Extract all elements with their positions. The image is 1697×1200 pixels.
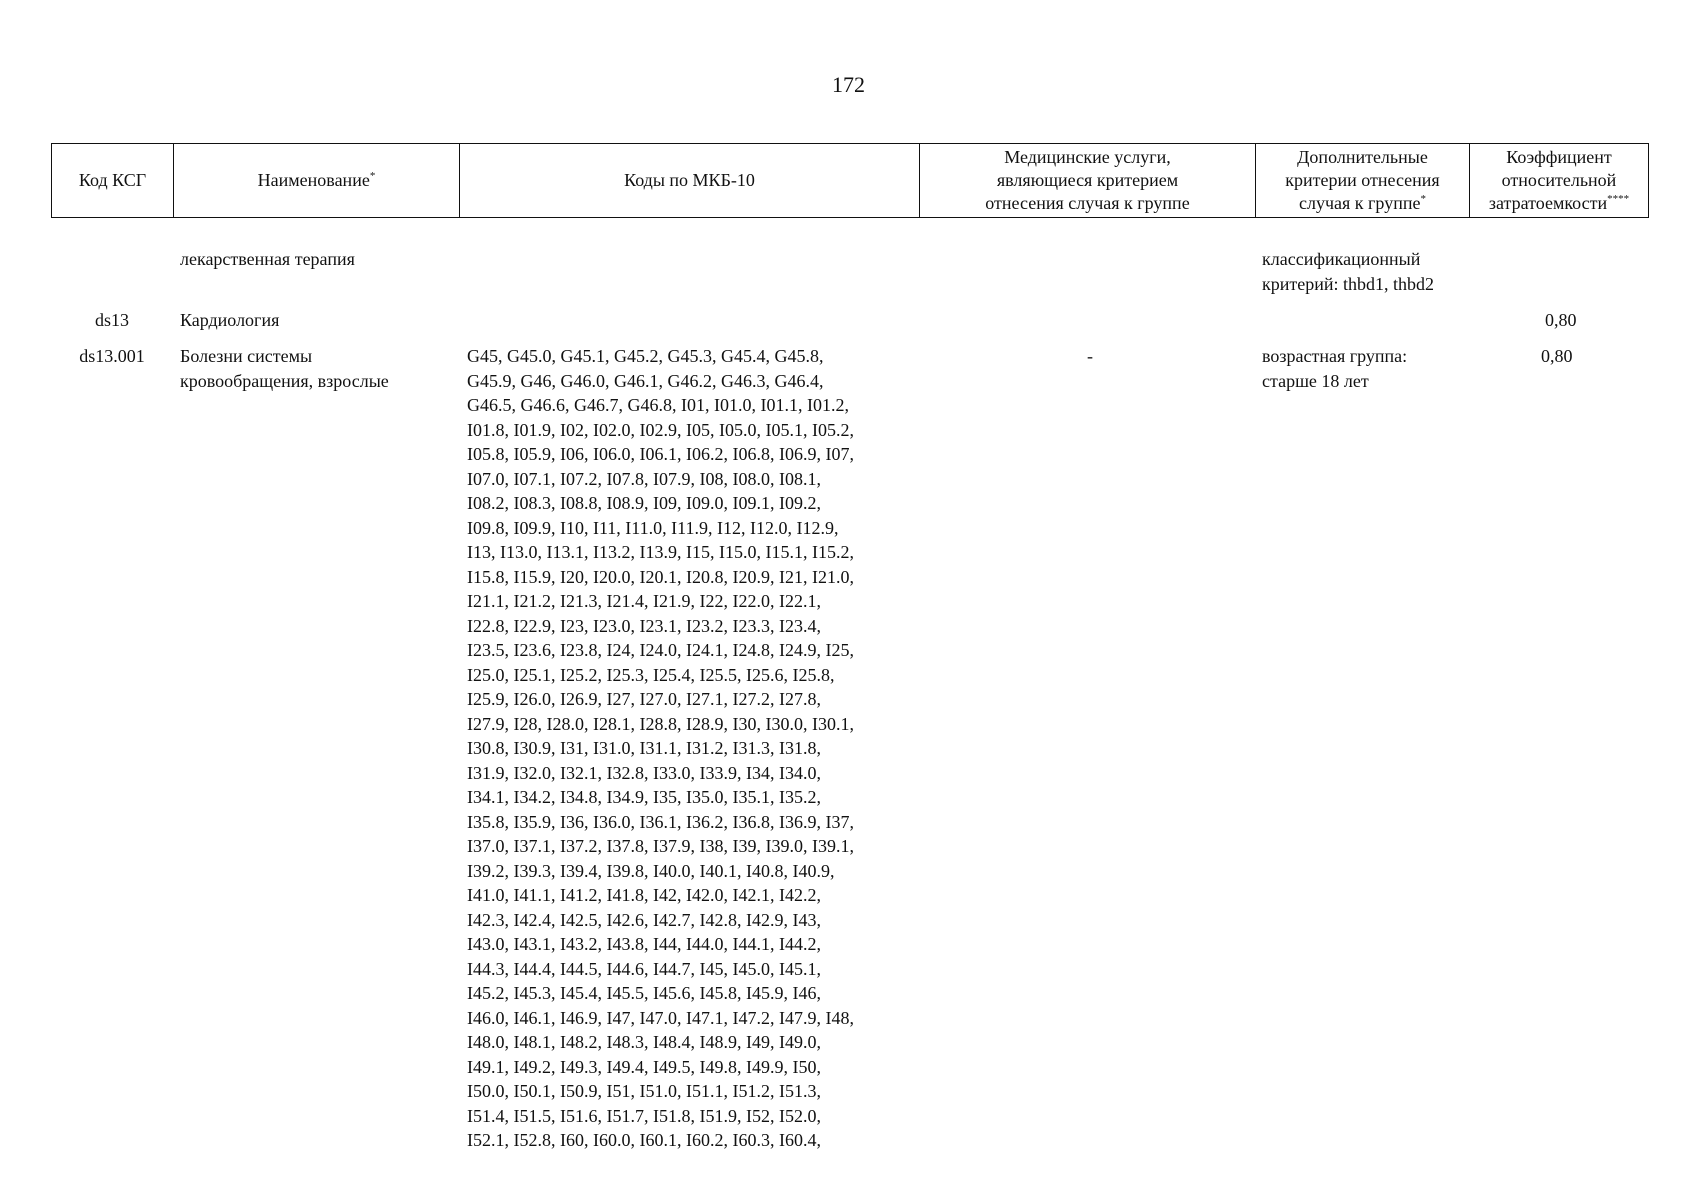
group-services: - (1087, 346, 1093, 366)
mkb-codes-line: I44.3, I44.4, I44.5, I44.6, I44.7, I45, I45.0, I45.1, (467, 958, 821, 979)
mkb-codes-line: G45.9, G46, G46.0, G46.1, G46.2, G46.3, G46.4, (467, 370, 824, 391)
header-services-line: Медицинские услуги, (1004, 147, 1171, 167)
header-coefficient-line: относительной (1501, 170, 1617, 190)
group-coefficient: 0,80 (1541, 346, 1573, 366)
continuation-criteria-line: критерий: thbd1, thbd2 (1262, 273, 1435, 294)
mkb-codes-line: I01.8, I01.9, I02, I02.0, I02.9, I05, I05.0, I05.1, I05.2, (467, 419, 854, 440)
mkb-codes-line: I34.1, I34.2, I34.8, I34.9, I35, I35.0, I35.1, I35.2, (467, 787, 821, 807)
table-header (51, 143, 1649, 218)
mkb-codes-line: I45.2, I45.3, I45.4, I45.5, I45.6, I45.8, I45.9, I46, (467, 983, 821, 1003)
mkb-codes-line: I35.8, I35.9, I36, I36.0, I36.1, I36.2, I36.8, I36.9, I37, (467, 811, 854, 832)
group-name (180, 344, 460, 393)
mkb-codes-line: I48.0, I48.1, I48.2, I48.3, I48.4, I48.9, I49, I49.0, (467, 1032, 821, 1052)
header-name (174, 144, 460, 218)
group-criteria-line: старше 18 лет (1262, 370, 1369, 391)
header-name-label: Наименование (257, 170, 370, 190)
continuation-name: лекарственная терапия (180, 249, 355, 269)
mkb-codes-line: I21.1, I21.2, I21.3, I21.4, I21.9, I22, I22.0, I22.1, (467, 591, 821, 611)
mkb-codes-line: I22.8, I22.9, I23, I23.0, I23.1, I23.2, I23.3, I23.4, (467, 615, 821, 636)
page-number: 172 (832, 72, 865, 97)
header-additional (1256, 144, 1470, 218)
mkb-codes-line: I50.0, I50.1, I50.9, I51, I51.0, I51.1, I51.2, I51.3, (467, 1081, 821, 1101)
mkb-codes-line: I15.8, I15.9, I20, I20.0, I20.1, I20.8, I20.9, I21, I21.0, (467, 566, 854, 587)
profile-name: Кардиология (180, 310, 280, 330)
mkb-codes-line: I25.9, I26.0, I26.9, I27, I27.0, I27.1, I27.2, I27.8, (467, 689, 821, 709)
mkb-codes-line: I52.1, I52.8, I60, I60.0, I60.1, I60.2, I60.3, I60.4, (467, 1130, 821, 1150)
mkb-codes-line: I31.9, I32.0, I32.1, I32.8, I33.0, I33.9, I34, I34.0, (467, 762, 821, 783)
continuation-criteria (1262, 247, 1492, 296)
mkb-codes-line: I49.1, I49.2, I49.3, I49.4, I49.5, I49.8, I49.9, I50, (467, 1056, 821, 1077)
profile-coefficient: 0,80 (1545, 310, 1577, 330)
group-criteria-line: возрастная группа: (1262, 346, 1408, 366)
header-code-label: Код КСГ (78, 170, 147, 190)
mkb-codes-line: I08.2, I08.3, I08.8, I08.9, I09, I09.0, I09.1, I09.2, (467, 493, 821, 513)
mkb-codes-line: G46.5, G46.6, G46.7, G46.8, I01, I01.0, I01.1, I01.2, (467, 395, 849, 415)
mkb-codes-line: I09.8, I09.9, I10, I11, I11.0, I11.9, I12, I12.0, I12.9, (467, 517, 839, 538)
mkb-codes-line: I13, I13.0, I13.1, I13.2, I13.9, I15, I15.0, I15.1, I15.2, (467, 542, 854, 562)
continuation-criteria-line: классификационный (1262, 249, 1421, 269)
mkb-codes-line: I46.0, I46.1, I46.9, I47, I47.0, I47.1, I47.2, I47.9, I48, (467, 1007, 854, 1028)
mkb-codes-line: I30.8, I30.9, I31, I31.0, I31.1, I31.2, I31.3, I31.8, (467, 738, 821, 758)
mkb-codes-line: I05.8, I05.9, I06, I06.0, I06.1, I06.2, I06.8, I06.9, I07, (467, 444, 854, 464)
header-code (52, 144, 174, 218)
mkb-codes-line: I37.0, I37.1, I37.2, I37.8, I37.9, I38, I39, I39.0, I39.1, (467, 836, 854, 856)
mkb-codes-line: I39.2, I39.3, I39.4, I39.8, I40.0, I40.1, I40.8, I40.9, (467, 860, 835, 881)
profile-code: ds13 (94, 310, 129, 330)
header-coefficient-line: затратоемкости (1488, 193, 1608, 213)
header-additional-line: критерии отнесения (1285, 170, 1440, 190)
header-coefficient (1470, 144, 1649, 218)
header-additional-line: Дополнительные (1297, 147, 1428, 167)
group-code: ds13.001 (79, 346, 145, 366)
header-mkb-label: Коды по МКБ-10 (624, 170, 755, 190)
header-additional-line: случая к группе (1299, 193, 1421, 213)
mkb-codes-line: I27.9, I28, I28.0, I28.1, I28.8, I28.9, I30, I30.0, I30.1, (467, 713, 854, 734)
header-coefficient-mark: **** (1607, 193, 1630, 205)
mkb-codes-line: I07.0, I07.1, I07.2, I07.8, I07.9, I08, I08.0, I08.1, (467, 468, 821, 489)
header-mkb (460, 144, 920, 218)
group-name-line: Болезни системы (180, 346, 313, 366)
header-services-line: отнесения случая к группе (985, 193, 1190, 213)
mkb-codes-line: I25.0, I25.1, I25.2, I25.3, I25.4, I25.5, I25.6, I25.8, (467, 664, 835, 685)
mkb-codes-line: I51.4, I51.5, I51.6, I51.7, I51.8, I51.9, I52, I52.0, (467, 1105, 821, 1126)
mkb-codes (467, 344, 922, 1153)
group-criteria (1262, 344, 1492, 393)
header-coefficient-line: Коэффициент (1506, 147, 1612, 167)
mkb-codes-line: I42.3, I42.4, I42.5, I42.6, I42.7, I42.8, I42.9, I43, (467, 909, 821, 930)
header-name-mark: * (369, 170, 376, 182)
header-services-line: являющиеся критерием (996, 170, 1179, 190)
header-additional-mark: * (1420, 193, 1426, 205)
mkb-codes-line: I41.0, I41.1, I41.2, I41.8, I42, I42.0, I42.1, I42.2, (467, 885, 821, 905)
header-services (920, 144, 1256, 218)
group-name-line: кровообращения, взрослые (180, 370, 389, 391)
mkb-codes-line: G45, G45.0, G45.1, G45.2, G45.3, G45.4, G45.8, (467, 346, 824, 366)
mkb-codes-line: I23.5, I23.6, I23.8, I24, I24.0, I24.1, I24.8, I24.9, I25, (467, 640, 854, 660)
mkb-codes-line: I43.0, I43.1, I43.2, I43.8, I44, I44.0, I44.1, I44.2, (467, 934, 821, 954)
